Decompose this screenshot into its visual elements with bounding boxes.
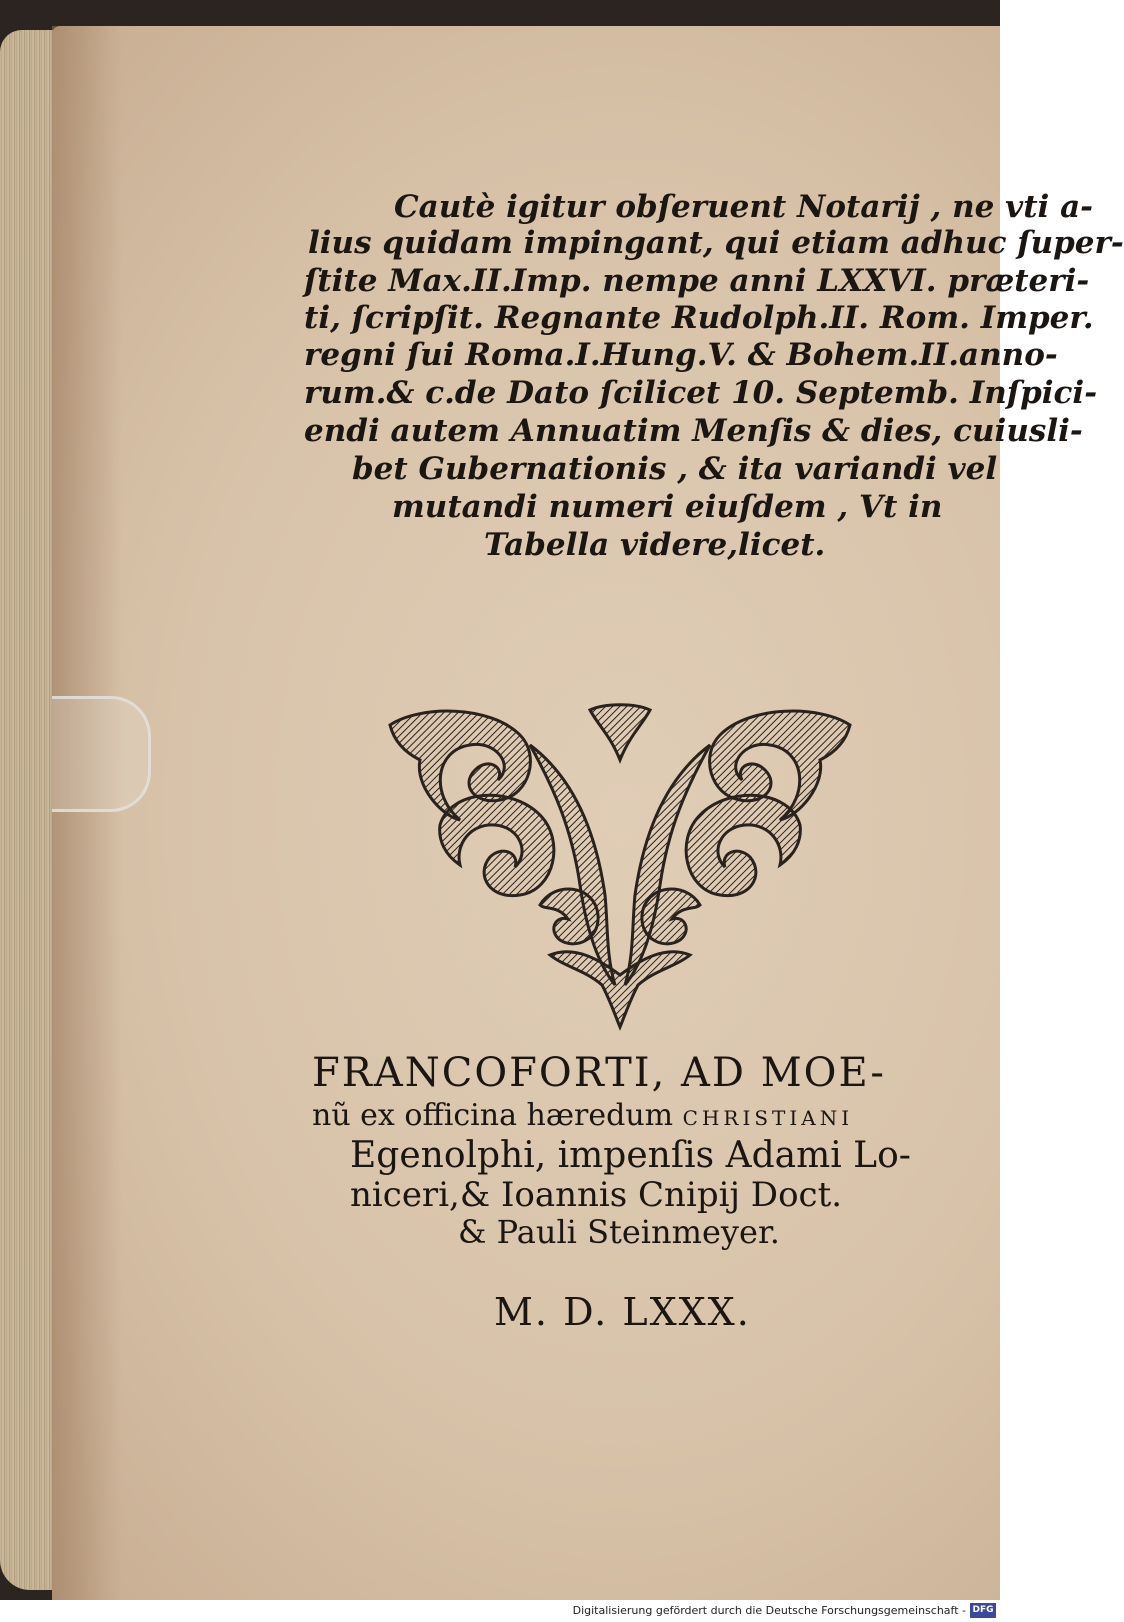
imprint-line [312,1098,853,1133]
footer-credit-bar [0,1600,1000,1622]
imprint-line: & Pauli Steinmeyer. [458,1213,780,1251]
page-clip [52,696,151,812]
dfg-logo-icon: DFG [970,1603,996,1618]
fleuron-ornament-icon [380,705,860,1030]
text-line: mutandi numeri eiuſdem , Vt in [392,489,943,525]
text-line: endi autem Annuatim Menſis & dies, cuiusli- [304,413,1083,449]
text-line: ti, ſcripſit. Regnante Rudolph.II. Rom. Imper. [304,300,1094,336]
imprint-printer-name: CHRISTIANI [682,1106,854,1130]
imprint-line: Egenolphi, impenſis Adami Lo- [350,1135,911,1176]
imprint-line: niceri,& Ioannis Cnipij Doct. [350,1175,843,1215]
text-line: bet Gubernationis , & ita variandi vel [352,451,998,487]
text-line: Cautè igitur obſeruent Notarij , ne vti a- [394,189,1094,225]
imprint-year: M. D. LXXX. [494,1290,751,1334]
imprint-city-line: FRANCOFORTI, AD MOE- [312,1050,886,1096]
text-line: ſtite Max.II.Imp. nempe anni LXXVI. præteri- [304,263,1090,299]
text-line: lius quidam impingant, qui etiam adhuc ſuper- [308,225,1124,261]
footer-credit-text: Digitalisierung gefördert durch die Deutsche Forschungsgemeinschaft - [572,1604,966,1617]
imprint-line-part: nũ ex officina hæredum [312,1098,674,1133]
text-line: Tabella videre,licet. [484,527,826,563]
text-line: regni ſui Roma.I.Hung.V. & Bohem.II.anno- [304,337,1058,373]
text-line: rum.& c.de Dato ſcilicet 10. Septemb. Inſpici- [304,375,1098,411]
